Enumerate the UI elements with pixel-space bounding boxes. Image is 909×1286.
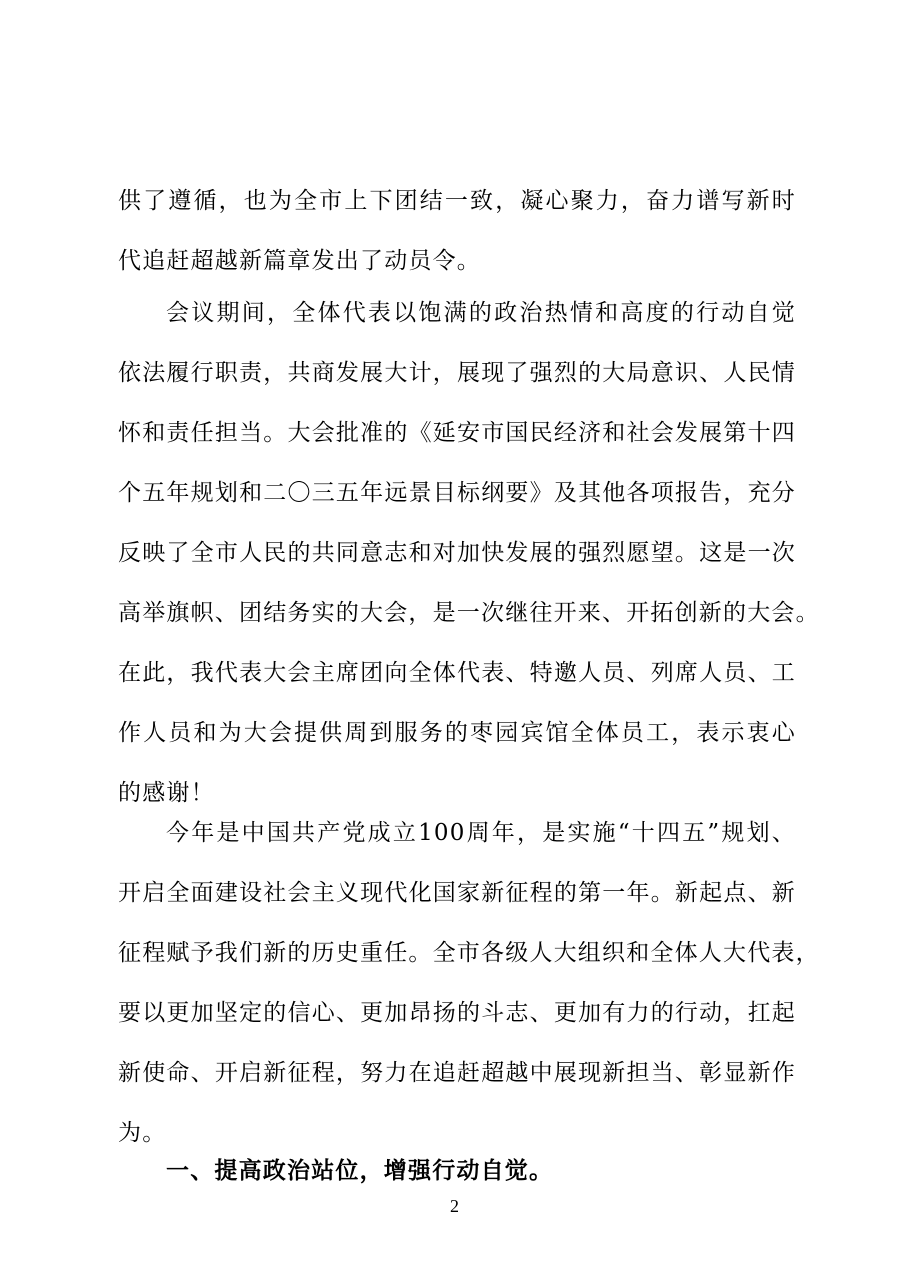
- text-line: 代追赶超越新篇章发出了动员令。: [118, 248, 481, 274]
- text-line: 征程赋予我们新的历史重任。全市各级人大组织和全体人大代表，: [118, 940, 820, 966]
- text-line: 在此，我代表大会主席团向全体代表、特邀人员、列席人员、工: [118, 660, 796, 686]
- heading-text: 一、提高政治站位，增强行动自觉。: [166, 1158, 554, 1184]
- text-line: 要以更加坚定的信心、更加昂扬的斗志、更加有力的行动，扛起: [118, 1000, 796, 1026]
- paragraph-continued: [118, 171, 796, 291]
- paragraph-year: [118, 803, 820, 1163]
- text-line: 供了遵循，也为全市上下团结一致，凝心聚力，奋力谱写新时: [118, 188, 796, 214]
- page-number: 2: [450, 1196, 459, 1216]
- text-line: 开启全面建设社会主义现代化国家新征程的第一年。新起点、新: [118, 880, 796, 906]
- text-line: 作人员和为大会提供周到服务的枣园宾馆全体员工，表示衷心: [118, 720, 796, 746]
- text-line: 为。: [118, 1120, 167, 1146]
- text-line: 今年是中国共产党成立100周年，是实施“十四五”规划、: [166, 820, 796, 846]
- section-heading: [118, 1141, 796, 1201]
- text-line: 怀和责任担当。大会批准的《延安市国民经济和社会发展第十四: [118, 420, 796, 446]
- text-line: 个五年规划和二〇三五年远景目标纲要》及其他各项报告，充分: [118, 480, 796, 506]
- text-line: 的感谢！: [118, 780, 215, 806]
- text-line: 反映了全市人民的共同意志和对加快发展的强烈愿望。这是一次: [118, 540, 796, 566]
- text-line: 会议期间，全体代表以饱满的政治热情和高度的行动自觉: [166, 300, 796, 326]
- text-line: 新使命、开启新征程，努力在追赶超越中展现新担当、彰显新作: [118, 1060, 796, 1086]
- text-line: 高举旗帜、团结务实的大会，是一次继往开来、开拓创新的大会。: [118, 600, 820, 626]
- text-line: 依法履行职责，共商发展大计，展现了强烈的大局意识、人民情: [118, 360, 796, 386]
- paragraph-meeting: [118, 283, 820, 823]
